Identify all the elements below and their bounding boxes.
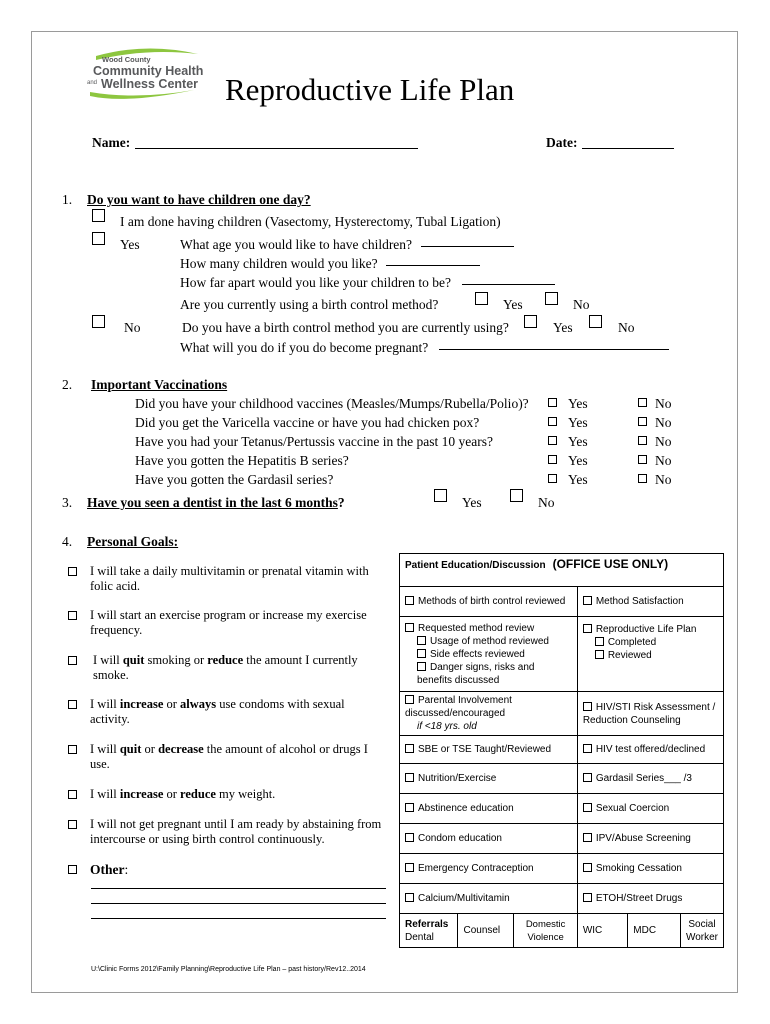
office-ipv-label: IPV/Abuse Screening (595, 833, 691, 844)
q2-item-4: Have you gotten the Hepatitis B series? (135, 453, 349, 468)
office-sbe-cell (400, 736, 578, 764)
goal-3-part-1: I will (93, 653, 123, 667)
q2-item-2-no-checkbox[interactable] (638, 417, 647, 426)
office-ref-wic-cell[interactable] (577, 914, 627, 948)
q1-using-bc-no-label: No (573, 297, 590, 312)
office-parental-label: Parental Involvement discussed/encouraged (405, 695, 512, 719)
office-emergency-checkbox[interactable] (405, 863, 414, 872)
footer-path: U:\Clinic Forms 2012\Family Planning\Reproductive Life Plan – past history/Rev12..2014 (91, 966, 366, 973)
office-nutrition-checkbox[interactable] (405, 773, 414, 782)
office-emergency-label: Emergency Contraception (418, 863, 534, 874)
goal-6-part-2: increase (119, 787, 164, 801)
goal-3-part-2: quit (122, 653, 145, 667)
date-label: Date: (546, 135, 578, 150)
office-method-sat-label: Method Satisfaction (595, 596, 684, 607)
other-line-2[interactable] (91, 903, 386, 904)
office-reviewed-line (583, 649, 718, 662)
office-gardasil-label: Gardasil Series___ /3 (595, 773, 692, 784)
goal-3-checkbox[interactable] (68, 656, 77, 665)
office-ipv-cell (577, 824, 723, 854)
office-abstinence-cell (400, 794, 578, 824)
q2-item-5-yes-label: Yes (568, 472, 588, 487)
goal-3-part-5: the amount I currently smoke. (93, 653, 358, 682)
goal-5-part-5: the amount of alcohol or drugs I use. (90, 742, 368, 771)
q3-question-mark: ? (337, 495, 345, 510)
q2-item-4-yes-checkbox[interactable] (548, 455, 557, 464)
q3-question (87, 495, 345, 511)
q2-item-3-yes-checkbox[interactable] (548, 436, 557, 445)
office-ref-sw-cell[interactable] (680, 914, 723, 948)
office-gardasil-cell (577, 764, 723, 794)
office-ref-wic: WIC (582, 925, 603, 936)
goal-6-checkbox[interactable] (68, 790, 77, 799)
goal-1-checkbox[interactable] (68, 567, 77, 576)
goal-5-part-1: I will (90, 742, 120, 756)
office-sbe-checkbox[interactable] (405, 744, 414, 753)
office-row (400, 884, 724, 914)
office-smoking-label: Smoking Cessation (595, 863, 682, 874)
q1-using-bc-no-checkbox[interactable] (545, 292, 558, 305)
office-ref-label: Referrals (405, 918, 449, 930)
goal-5-part-4: decrease (158, 742, 204, 756)
q3-yes-label: Yes (462, 495, 482, 510)
office-etoh-label: ETOH/Street Drugs (595, 893, 683, 904)
goal-6-part-1: I will (90, 787, 120, 801)
office-row (400, 736, 724, 764)
office-method-sat-cell (577, 587, 723, 617)
goal-6-text (90, 787, 390, 802)
logo-and: and (87, 80, 98, 86)
q3-no-label: No (538, 495, 555, 510)
office-header-left: Patient Education/Discussion (405, 560, 546, 571)
office-methods-checkbox[interactable] (405, 596, 414, 605)
q2-item-3-no-checkbox[interactable] (638, 436, 647, 445)
goal-3-text (90, 653, 383, 683)
q2-item-1: Did you have your childhood vaccines (Measles/Mumps/Rubella/Polio)? (135, 396, 529, 411)
q2-item-1-yes-checkbox[interactable] (548, 398, 557, 407)
goal-other-colon: : (124, 862, 129, 877)
goal-6-part-4: reduce (180, 787, 216, 801)
q1-using-bc-label: Are you currently using a birth control method? (180, 297, 439, 312)
date-field[interactable] (582, 148, 674, 149)
page-title: Reproductive Life Plan (225, 72, 515, 107)
office-emergency-cell (400, 854, 578, 884)
office-etoh-checkbox[interactable] (583, 893, 592, 902)
office-nutrition-cell (400, 764, 578, 794)
q4-number: 4. (62, 534, 73, 549)
goal-4-part-5: use condoms with sexual activity. (90, 697, 345, 726)
q1-how-far-label: How far apart would you like your children to be? (180, 275, 452, 290)
q1-have-bc-no-label: No (618, 320, 635, 335)
office-parental-checkbox[interactable] (405, 695, 414, 704)
office-parental-note: if <18 yrs. old (417, 721, 477, 732)
q2-number: 2. (62, 377, 73, 392)
q2-item-3: Have you had your Tetanus/Pertussis vaccine in the past 10 years? (135, 434, 493, 449)
office-coercion-cell (577, 794, 723, 824)
q1-have-bc-label: Do you have a birth control method you are currently using? (182, 320, 509, 335)
office-header-right: (OFFICE USE ONLY) (552, 557, 669, 571)
office-coercion-label: Sexual Coercion (595, 803, 670, 814)
office-smoking-cell (577, 854, 723, 884)
goal-4-text (90, 697, 360, 727)
q1-have-bc-no-checkbox[interactable] (589, 315, 602, 328)
goal-1-text: I will take a daily multivitamin or prenatal vitamin with folic acid. (90, 564, 369, 593)
office-ref-counsel-cell[interactable] (458, 914, 514, 948)
office-methods-cell (400, 587, 578, 617)
office-condom-label: Condom education (418, 833, 502, 844)
goal-4-part-2: increase (119, 697, 164, 711)
office-ref-dental: Dental (405, 931, 434, 943)
office-use-table (399, 553, 724, 948)
other-line-3[interactable] (91, 918, 386, 919)
office-danger-line (405, 661, 572, 687)
office-row (400, 692, 724, 736)
q1-no-label: No (124, 320, 141, 335)
office-nutrition-label: Nutrition/Exercise (418, 773, 497, 784)
goal-4-checkbox[interactable] (68, 700, 77, 709)
office-row (400, 587, 724, 617)
q1-number: 1. (62, 192, 73, 207)
office-hiv-test-checkbox[interactable] (583, 744, 592, 753)
q2-item-2-no-label: No (655, 415, 672, 430)
q1-using-bc-yes-checkbox[interactable] (475, 292, 488, 305)
office-ref-dv-cell[interactable] (514, 914, 577, 948)
office-smoking-checkbox[interactable] (583, 863, 592, 872)
goal-6-part-5: my weight. (215, 787, 276, 801)
q2-item-3-yes-label: Yes (568, 434, 588, 449)
goal-3-part-4: reduce (207, 653, 244, 667)
office-sbe-label: SBE or TSE Taught/Reviewed (418, 744, 552, 755)
q1-yes-checkbox[interactable] (92, 232, 105, 245)
office-row (400, 617, 724, 692)
office-row (400, 764, 724, 794)
office-calcium-label: Calcium/Multivitamin (418, 893, 510, 904)
office-etoh-cell (577, 884, 723, 914)
q2-item-4-yes-label: Yes (568, 453, 588, 468)
q1-how-far-field[interactable] (462, 284, 555, 285)
office-abstinence-checkbox[interactable] (405, 803, 414, 812)
logo-line3: Wellness Center (101, 77, 199, 91)
office-parental-cell (400, 692, 578, 736)
office-completed-label: Completed (607, 637, 657, 648)
goal-other-checkbox[interactable] (68, 865, 77, 874)
goal-6-part-3: or (163, 787, 181, 801)
q2-item-5: Have you gotten the Gardasil series? (135, 472, 334, 487)
q1-have-bc-yes-checkbox[interactable] (524, 315, 537, 328)
office-completed-checkbox[interactable] (595, 637, 604, 646)
q2-item-3-no-label: No (655, 434, 672, 449)
q1-pregnant-label: What will you do if you do become pregnant? (180, 340, 429, 355)
name-label: Name: (92, 135, 131, 150)
office-ref-dv2: Violence (527, 931, 564, 943)
q3-number: 3. (62, 495, 73, 510)
office-ref-dv1: Domestic (525, 918, 566, 930)
q2-item-4-no-label: No (655, 453, 672, 468)
office-ref-mdc-cell[interactable] (628, 914, 681, 948)
office-requested-label: Requested method review (418, 622, 535, 634)
office-hiv-risk-label: HIV/STI Risk Assessment / Reduction Counseling (582, 701, 716, 726)
office-ipv-checkbox[interactable] (583, 833, 592, 842)
office-rlp-label: Reproductive Life Plan (595, 624, 697, 635)
office-condom-cell (400, 824, 578, 854)
goal-5-text (90, 742, 375, 772)
office-hiv-test-cell (577, 736, 723, 764)
q2-item-1-yes-label: Yes (568, 396, 588, 411)
office-rlp-line (583, 623, 718, 636)
goal-2-checkbox[interactable] (68, 611, 77, 620)
q2-item-2: Did you get the Varicella vaccine or have you had chicken pox? (135, 415, 480, 430)
office-ref-mdc: MDC (633, 925, 657, 936)
office-requested-line (405, 622, 572, 635)
q1-age-label: What age you would like to have children? (180, 237, 413, 252)
q4-heading: Personal Goals: (87, 534, 179, 549)
goal-5-part-2: quit (119, 742, 142, 756)
goal-5-part-3: or (141, 742, 159, 756)
office-ref-counsel: Counsel (463, 925, 501, 936)
office-header-row (400, 554, 724, 587)
office-header-cell (400, 554, 724, 587)
office-method-sat-checkbox[interactable] (583, 596, 592, 605)
goal-4-part-1: I will (90, 697, 120, 711)
q2-item-5-no-label: No (655, 472, 672, 487)
q2-item-5-yes-checkbox[interactable] (548, 474, 557, 483)
office-reviewed-checkbox[interactable] (595, 650, 604, 659)
office-ref-sw2: Worker (685, 931, 718, 943)
goal-other-label (90, 862, 128, 878)
q1-yes-label: Yes (120, 237, 140, 252)
q1-pregnant-field[interactable] (439, 349, 669, 350)
goal-4-part-4: always (180, 697, 217, 711)
office-referrals-row (400, 914, 724, 948)
office-side-checkbox[interactable] (417, 649, 426, 658)
q1-no-checkbox[interactable] (92, 315, 105, 328)
q2-heading: Important Vaccinations (91, 377, 228, 392)
office-ref-sw1: Social (688, 918, 716, 930)
office-row (400, 824, 724, 854)
other-line-1[interactable] (91, 888, 386, 889)
logo (86, 44, 204, 104)
name-field[interactable] (135, 148, 418, 149)
office-gardasil-checkbox[interactable] (583, 773, 592, 782)
q2-item-4-no-checkbox[interactable] (638, 455, 647, 464)
office-requested-cell (400, 617, 578, 692)
q1-age-field[interactable] (421, 246, 514, 247)
logo-line1: Wood County (102, 55, 151, 64)
office-row (400, 794, 724, 824)
q2-item-2-yes-label: Yes (568, 415, 588, 430)
office-usage-label: Usage of method reviewed (430, 635, 549, 647)
office-usage-line (405, 635, 572, 648)
office-parental-line (405, 694, 572, 720)
office-hiv-test-label: HIV test offered/declined (595, 744, 706, 755)
goal-2-text: I will start an exercise program or increase my exercise frequency. (90, 608, 367, 637)
office-methods-label: Methods of birth control reviewed (418, 596, 566, 607)
q3-yes-checkbox[interactable] (434, 489, 447, 502)
office-hiv-risk-cell (577, 692, 723, 736)
office-abstinence-label: Abstinence education (418, 803, 514, 814)
office-coercion-checkbox[interactable] (583, 803, 592, 812)
office-calcium-cell (400, 884, 578, 914)
q2-item-5-no-checkbox[interactable] (638, 474, 647, 483)
q1-done-checkbox[interactable] (92, 209, 105, 222)
goal-7-text: I will not get pregnant until I am ready by abstaining from intercourse or using birth control continuously. (90, 817, 382, 846)
office-danger-label: Danger signs, risks and benefits discussed (417, 661, 535, 686)
office-requested-checkbox[interactable] (405, 623, 414, 632)
q1-how-many-label: How many children would you like? (180, 256, 378, 271)
office-row (400, 854, 724, 884)
q2-item-1-no-checkbox[interactable] (638, 398, 647, 407)
q1-using-bc-yes-label: Yes (503, 297, 523, 312)
office-condom-checkbox[interactable] (405, 833, 414, 842)
q2-item-1-no-label: No (655, 396, 672, 411)
office-ref-dental-cell[interactable] (400, 914, 458, 948)
office-side-label: Side effects reviewed (430, 648, 525, 660)
logo-line2: Community Health (93, 64, 204, 78)
office-usage-checkbox[interactable] (417, 636, 426, 645)
q1-done-label: I am done having children (Vasectomy, Hysterectomy, Tubal Ligation) (120, 214, 501, 229)
office-rlp-cell (577, 617, 723, 692)
office-reviewed-label: Reviewed (607, 650, 652, 661)
goal-7-checkbox[interactable] (68, 820, 77, 829)
q3-no-checkbox[interactable] (510, 489, 523, 502)
goal-5-checkbox[interactable] (68, 745, 77, 754)
q1-how-many-field[interactable] (386, 265, 480, 266)
goal-other-text: Other (90, 862, 125, 877)
office-calcium-checkbox[interactable] (405, 893, 414, 902)
q1-question: Do you want to have children one day? (87, 192, 311, 207)
goal-4-part-3: or (163, 697, 181, 711)
q3-question-text: Have you seen a dentist in the last 6 months (87, 495, 338, 510)
office-danger-checkbox[interactable] (417, 662, 426, 671)
q2-item-2-yes-checkbox[interactable] (548, 417, 557, 426)
q1-have-bc-yes-label: Yes (553, 320, 573, 335)
office-rlp-checkbox[interactable] (583, 624, 592, 633)
office-completed-line (583, 636, 718, 649)
office-hiv-risk-checkbox[interactable] (583, 702, 592, 711)
goal-3-part-3: smoking or (144, 653, 208, 667)
office-side-line (405, 648, 572, 661)
